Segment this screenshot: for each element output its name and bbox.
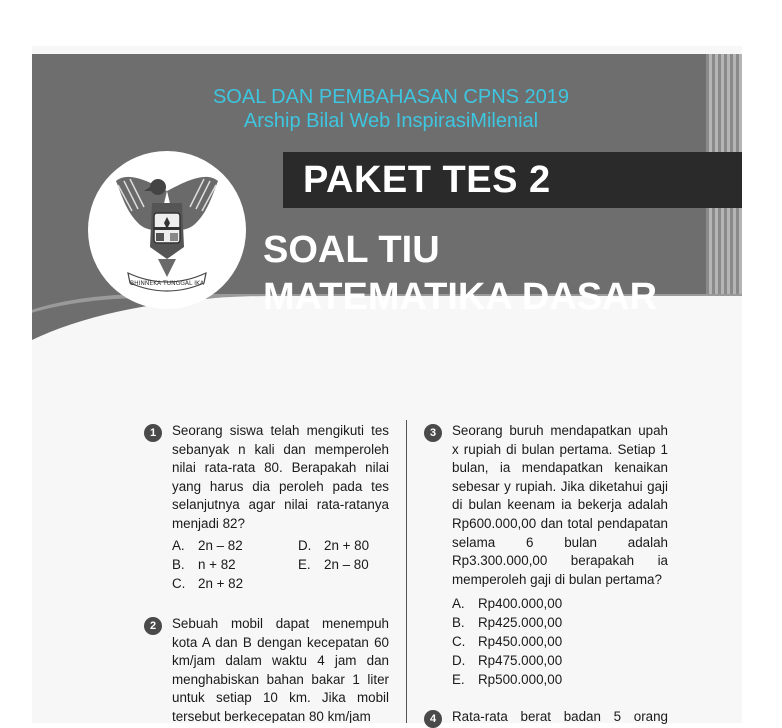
question-number: 4 <box>424 710 442 728</box>
option-a: A. Rp400.000,00 <box>452 596 563 611</box>
question-text: Seorang buruh mendapatkan upah x rupiah di bulan pertama. Setiap 1 bulan, ia mendapatkan kenaikan sebesar y rupiah. Jika diketahui gaji di bulan keenam ia bekerja adalah Rp600.000,00 dan total pendapatan selama 6 bulan adalah Rp3.300.000,00 berapakah ia memperoleh gaji di bulan pertama? <box>452 423 668 587</box>
option-b: B. Rp425.000,00 <box>452 615 563 630</box>
question-text: Sebuah mobil dapat menempuh kota A dan B dengan kecepatan 60 km/jam dalam waktu 4 jam dan menghabiskan bahan bakar 1 liter untuk setiap 10 km. Jika mobil tersebut berkecepatan 80 km/jam <box>172 616 389 723</box>
garuda-emblem <box>88 151 246 309</box>
question-text: Seorang siswa telah mengikuti tes sebanyak n kali dan memperoleh nilai rata-rata 80. Berapakah nilai yang harus dia peroleh pada tes selanjutnya agar nilai rata-ratanya menjadi 82? <box>172 423 389 531</box>
option-b: B. n + 82 <box>172 557 236 572</box>
svg-text:BHINNEKA TUNGGAL IKA: BHINNEKA TUNGGAL IKA <box>130 280 204 287</box>
garuda-icon <box>88 151 246 309</box>
question-number: 3 <box>424 424 442 442</box>
column-divider <box>406 420 407 723</box>
paket-title: PAKET TES 2 <box>303 159 551 201</box>
question-text: Rata-rata berat badan 5 orang <box>452 709 668 724</box>
watermark-line1: SOAL DAN PEMBAHASAN CPNS 2019 <box>212 86 570 108</box>
option-a: A. 2n – 82 <box>172 538 243 553</box>
watermark-line2: Arship Bilal Web InspirasiMilenial <box>243 110 539 132</box>
option-e: E. Rp500.000,00 <box>452 672 563 687</box>
option-d: D. 2n + 80 <box>298 538 370 553</box>
option-c: C. Rp450.000,00 <box>452 634 563 649</box>
question-number: 2 <box>144 617 162 635</box>
option-c: C. 2n + 82 <box>172 576 244 591</box>
option-e: E. 2n – 80 <box>298 557 369 572</box>
option-d: D. Rp475.000,00 <box>452 653 563 668</box>
question-number: 1 <box>144 424 162 442</box>
section-subtitle: MATEMATIKA DASAR <box>263 276 658 318</box>
section-title: SOAL TIU <box>263 229 440 271</box>
